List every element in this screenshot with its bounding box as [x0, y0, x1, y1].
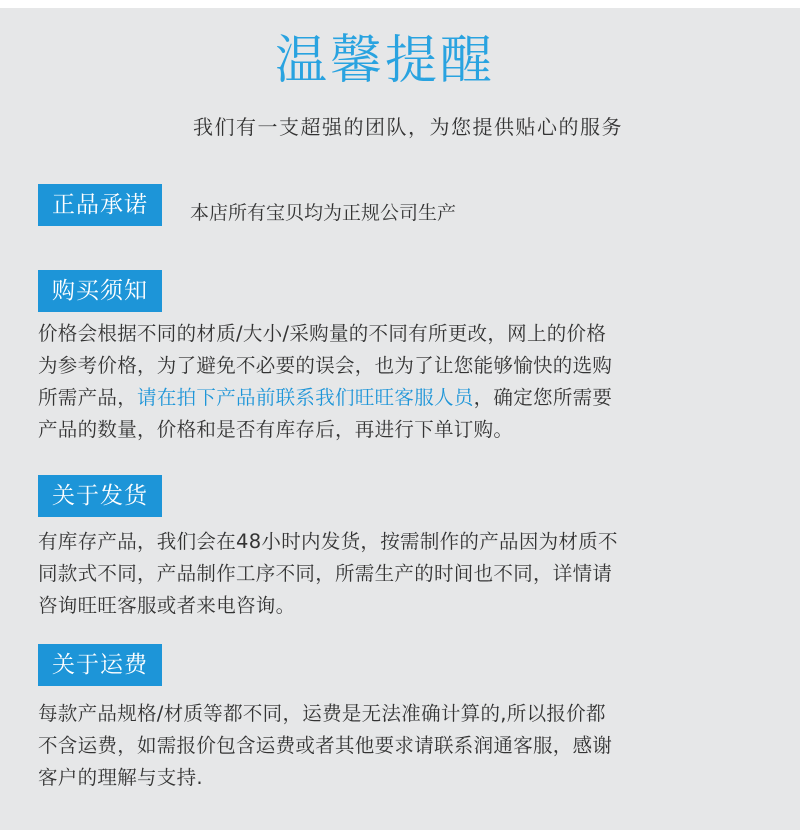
- section-text-freight: [38, 698, 758, 794]
- paragraph-text: ，确定您所需要: [473, 386, 613, 409]
- paragraph-line: 为参考价格，为了避免不必要的误会，也为了让您能够愉快的选购: [38, 354, 613, 377]
- section-tag-freight: 关于运费: [38, 644, 162, 686]
- section-text-purchase-notice: [38, 318, 758, 446]
- paragraph-line: 价格会根据不同的材质/大小/采购量的不同有所更改，网上的价格: [38, 322, 607, 345]
- section-tag-authentic: 正品承诺: [38, 184, 162, 226]
- paragraph-line: 不含运费，如需报价包含运费或者其他要求请联系润通客服，感谢: [38, 734, 613, 757]
- paragraph-line: 同款式不同，产品制作工序不同，所需生产的时间也不同，详情请: [38, 562, 613, 585]
- page-subtitle: 我们有一支超强的团队，为您提供贴心的服务: [193, 115, 623, 139]
- paragraph-line: 咨询旺旺客服或者来电咨询。: [38, 594, 296, 617]
- paragraph-line: 产品的数量，价格和是否有库存后，再进行下单订购。: [38, 418, 514, 441]
- paragraph-line: [38, 382, 758, 414]
- section-text-shipping: [38, 526, 758, 622]
- paragraph-text: 所需产品，: [38, 386, 138, 409]
- notice-panel: [0, 8, 800, 830]
- paragraph-line: 每款产品规格/材质等都不同，运费是无法准确计算的,所以报价都: [38, 702, 606, 725]
- contact-highlight-text: 请在拍下产品前联系我们旺旺客服人员: [137, 386, 474, 409]
- paragraph-line: 有库存产品，我们会在48小时内发货，按需制作的产品因为材质不: [38, 530, 618, 553]
- section-text-authentic: 本店所有宝贝均为正规公司生产: [190, 202, 457, 224]
- section-tag-purchase-notice: 购买须知: [38, 270, 162, 312]
- section-tag-shipping: 关于发货: [38, 475, 162, 517]
- paragraph-line: 客户的理解与支持.: [38, 766, 203, 789]
- page-title: 温馨提醒: [274, 31, 495, 91]
